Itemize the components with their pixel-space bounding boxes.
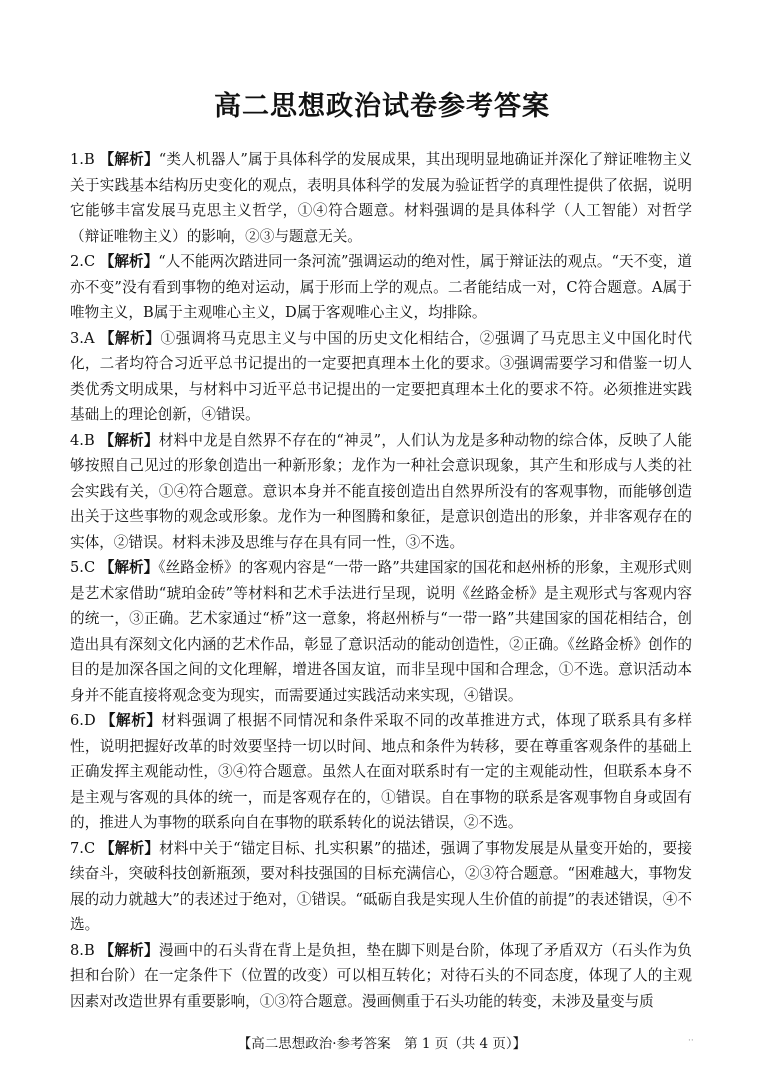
item-number: 8. [70,941,84,959]
item-answer: C [83,253,96,270]
analysis-tag: 【解析】 [99,431,159,449]
corner-mark: ·· [688,1036,694,1046]
item-text: “类人机器人”属于具体科学的发展成果，其出现明显地确证并深化了辩证唯物主义关于实践基本结构历史变化的观点，表明具体科学的发展为验证哲学的真理性提供了依据，说明它能够丰富发展马克思主义哲学，①④符合题意。材料强调的是具体科学（人工智能）对哲学（辩证唯物主义）的影响，②③与题意无关。 [70,151,692,245]
analysis-tag: 【解析】 [99,329,161,347]
item-text: ①强调将马克思主义与中国的历史文化相结合，②强调了马克思主义中国化时代化，二者均符合习近平总书记提出的一定要把真理本土化的要求。③强调需要学习和借鉴一切人类优秀文明成果，与材料中习近平总书记提出的一定要把真理本土化的要求不符。必须推进实践基础上的理论创新，④错误。 [70,329,692,423]
analysis-tag: 【解析】 [99,151,159,168]
item-number: 1. [70,151,84,168]
item-text: 材料中关于“锚定目标、扎实积累”的描述，强调了事物发展是从量变开始的，要接续奋斗，突破科技创新瓶颈，要对科技强国的目标充满信心，②③符合题意。“困难越大，事物发展的动力就越大”的表述过于绝对，①错误。“砥砺自我是实现人生价值的前提”的表述错误，④不选。 [70,839,692,933]
item-text: 漫画中的石头背在背上是负担，垫在脚下则是台阶，体现了矛盾双方（石头作为负担和台阶）在一定条件下（位置的改变）可以相互转化；对待石头的不同态度，体现了人的主观因素对改造世界有重要影响，①③符合题意。漫画侧重于石头功能的转变，未涉及量变与质 [70,941,692,1010]
answer-item-2 [70,249,692,326]
analysis-tag: 【解析】 [100,712,162,729]
item-number: 5. [70,559,84,576]
answer-item-8 [70,938,692,1015]
answer-item-1 [70,147,692,249]
answer-item-4 [70,428,692,556]
item-answer: C [83,839,96,857]
page-footer: 【高二思想政治·参考答案 第 1 页（共 4 页）】 [237,1036,527,1052]
item-answer: B [83,941,95,959]
answer-item-3 [70,326,692,428]
answer-item-6 [70,708,692,836]
item-number: 2. [70,253,84,270]
item-number: 4. [70,431,84,449]
analysis-tag: 【解析】 [99,559,159,576]
item-number: 6. [70,712,84,729]
answer-item-5 [70,555,692,708]
answer-list [70,147,692,1014]
item-text: 《丝路金桥》的客观内容是“一带一路”共建国家的国花和赵州桥的形象，主观形式则是艺术家借助“琥珀金砖”等材料和艺术手法进行呈现，说明《丝路金桥》是主观形式与客观内容的统一，③正确。艺术家通过“桥”这一意象，将赵州桥与“一带一路”共建国家的国花相结合，创造出具有深刻文化内涵的艺术作品，彰显了意识活动的能动创造性，②正确。《丝路金桥》创作的目的是加深各国之间的文化理解，增进各国友谊，而非呈现中国和合理念，①不选。意识活动本身并不能直接将观念变为现实，而需要通过实践活动来实现，④错误。 [70,559,693,704]
analysis-tag: 【解析】 [99,839,160,857]
analysis-tag: 【解析】 [99,941,159,959]
item-answer: C [83,559,96,576]
answer-item-7 [70,836,692,938]
item-answer: B [83,431,95,449]
item-number: 3. [70,329,84,347]
item-answer: B [83,151,95,168]
item-number: 7. [70,839,84,857]
item-answer: A [83,329,95,347]
item-answer: D [83,712,96,729]
analysis-tag: 【解析】 [99,253,159,270]
item-text: “人不能两次踏进同一条河流”强调运动的绝对性，属于辩证法的观点。“天不变，道亦不变”没有看到事物的绝对运动，属于形而上学的观点。二者能结成一对，C符合题意。A属于唯物主义，B属于主观唯心主义，D属于客观唯心主义，均排除。 [70,253,692,321]
item-text: 材料中龙是自然界不存在的“神灵”，人们认为龙是多种动物的综合体，反映了人能够按照自己见过的形象创造出一种新形象；龙作为一种社会意识现象，其产生和形成与人类的社会实践有关，①④符合题意。意识本身并不能直接创造出自然界所没有的客观事物，而能够创造出关于这些事物的观念或形象。龙作为一种图腾和象征，是意识创造出的形象，并非客观存在的实体，②错误。材料未涉及思维与存在具有同一性，③不选。 [70,431,692,551]
page-title: 高二思想政治试卷参考答案 [214,91,550,122]
item-text: 材料强调了根据不同情况和条件采取不同的改革推进方式，体现了联系具有多样性，说明把握好改革的时效要坚持一切以时间、地点和条件为转移，要在尊重客观条件的基础上正确发挥主观能动性，③④符合题意。虽然人在面对联系时有一定的主观能动性，但联系本身不是主观与客观的具体的统一，而是客观存在的，①错误。自在事物的联系是客观事物自身或固有的，推进人为事物的联系向自在事物的联系转化的说法错误，②不选。 [70,712,692,831]
